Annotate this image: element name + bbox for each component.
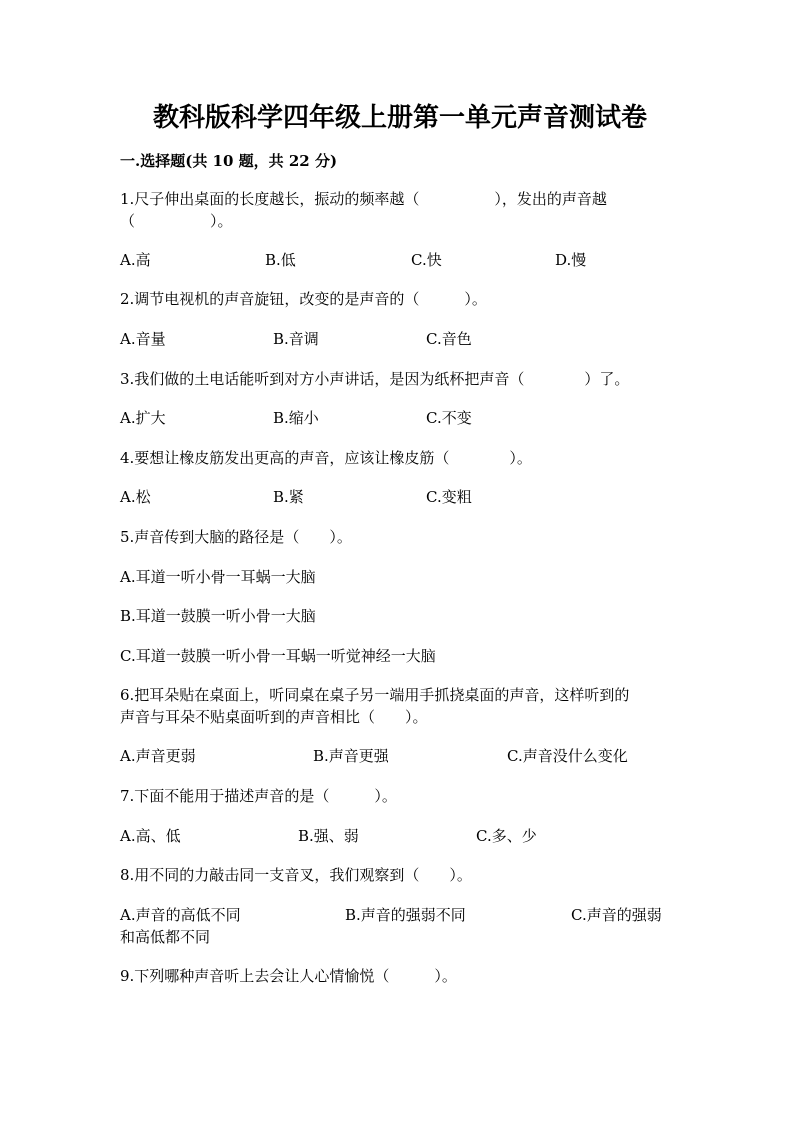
question-1-line-2: （ ）。 (120, 212, 233, 230)
question-1-option-d: D.慢 (555, 251, 587, 269)
question-2-line-1: 2.调节电视机的声音旋钮，改变的是声音的（ ）。 (120, 290, 487, 308)
question-1-option-a: A.高 (120, 251, 151, 269)
question-3-option-c: C.不变 (426, 409, 472, 427)
question-6-line-1: 6.把耳朵贴在桌面上，听同桌在桌子另一端用手抓挠桌面的声音，这样听到的 (120, 686, 630, 704)
question-6-option-c: C.声音没什么变化 (507, 747, 628, 765)
question-6-line-2: 声音与耳朵不贴桌面听到的声音相比（ ）。 (120, 708, 428, 726)
question-3-option-a: A.扩大 (120, 409, 166, 427)
question-6-option-a: A.声音更弱 (120, 747, 196, 765)
question-8-option-c: C.声音的强弱 (571, 906, 662, 924)
page-title: 教科版科学四年级上册第一单元声音测试卷 (152, 103, 647, 133)
question-6-option-b: B.声音更强 (313, 747, 389, 765)
question-4-line-1: 4.要想让橡皮筋发出更高的声音，应该让橡皮筋（ ）。 (120, 449, 532, 467)
question-5-option-a: A.耳道一听小骨一耳蜗一大脑 (120, 568, 316, 586)
question-2-option-c: C.音色 (426, 330, 472, 348)
question-3-option-b: B.缩小 (273, 409, 319, 427)
question-8-option-b: B.声音的强弱不同 (345, 906, 466, 924)
question-8-option-a: A.声音的高低不同 (120, 906, 241, 924)
question-4-option-a: A.松 (120, 488, 151, 506)
question-7-option-a: A.高、低 (120, 827, 181, 845)
question-5-option-c: C.耳道一鼓膜一听小骨一耳蜗一听觉神经一大脑 (120, 647, 436, 665)
question-7-line-1: 7.下面不能用于描述声音的是（ ）。 (120, 787, 397, 805)
question-2-option-a: A.音量 (120, 330, 166, 348)
question-7-option-c: C.多、少 (476, 827, 537, 845)
question-7-option-b: B.强、弱 (298, 827, 359, 845)
question-3-line-1: 3.我们做的土电话能听到对方小声讲话，是因为纸杯把声音（ ）了。 (120, 370, 630, 388)
section-heading: 一.选择题(共 10 题，共 22 分) (120, 152, 338, 170)
question-5-line-1: 5.声音传到大脑的路径是（ ）。 (120, 528, 352, 546)
question-8-line-1: 8.用不同的力敲击同一支音叉，我们观察到（ ）。 (120, 866, 472, 884)
question-1-line-1: 1.尺子伸出桌面的长度越长，振动的频率越（ ），发出的声音越 (120, 190, 607, 208)
question-4-option-b: B.紧 (273, 488, 304, 506)
question-8-option-c-continued: 和高低都不同 (120, 928, 211, 946)
question-1-option-b: B.低 (265, 251, 296, 269)
question-1-option-c: C.快 (411, 251, 442, 269)
question-9-line-1: 9.下列哪种声音听上去会让人心情愉悦（ ）。 (120, 967, 457, 985)
question-2-option-b: B.音调 (273, 330, 319, 348)
question-4-option-c: C.变粗 (426, 488, 472, 506)
question-5-option-b: B.耳道一鼓膜一听小骨一大脑 (120, 607, 316, 625)
